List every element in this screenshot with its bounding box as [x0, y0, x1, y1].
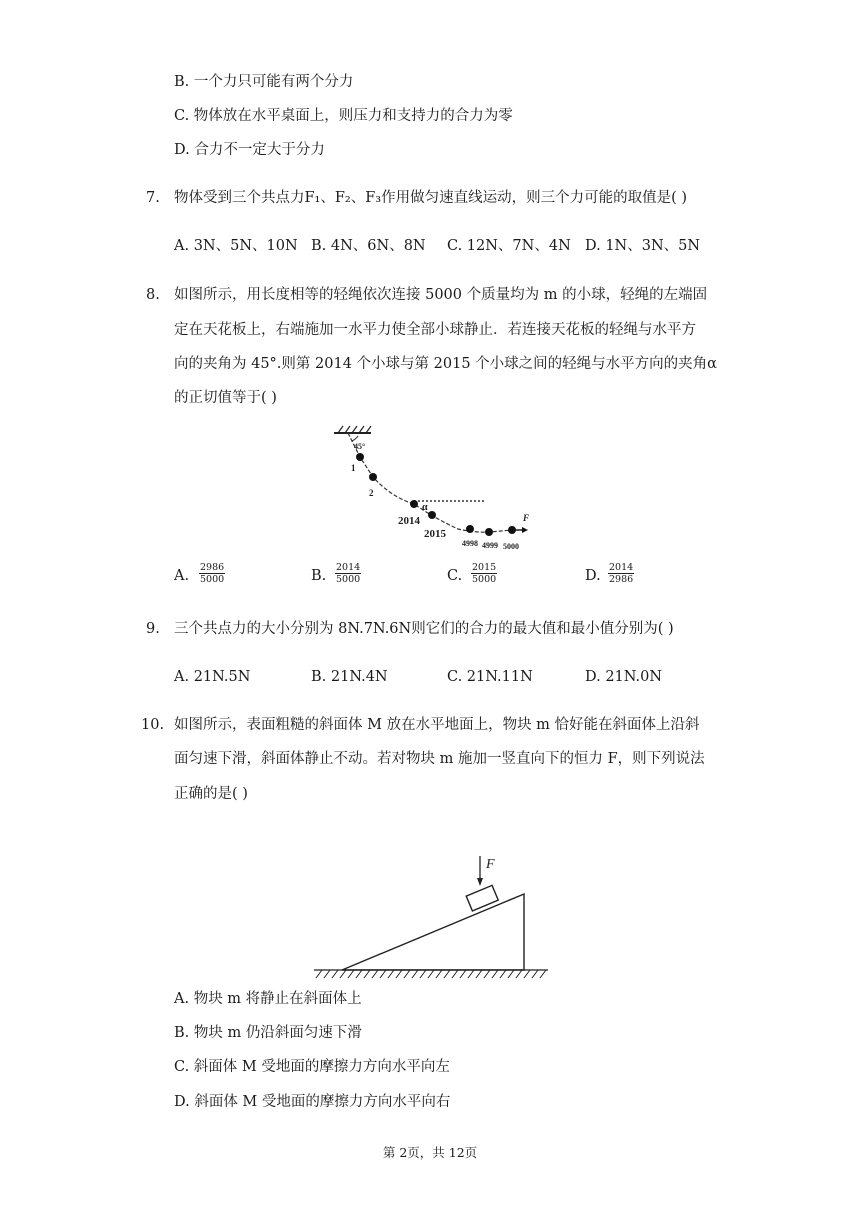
q7-option-b: B. 4N、6N、8N [311, 238, 426, 254]
q10-number: 10. [141, 717, 165, 733]
q10-option-a: A. 物块 m 将静止在斜面体上 [174, 991, 362, 1007]
ball-label-2014: 2014 [398, 515, 420, 527]
q7-option-a: A. 3N、5N、10N [174, 238, 298, 254]
force-arrow-head [477, 878, 483, 886]
angle-arc [352, 436, 358, 441]
ball-label-5000: 5000 [503, 542, 519, 551]
q10-stem-line-3: 正确的是( ) [174, 786, 248, 802]
force-arrow-head [522, 527, 528, 533]
force-label: F [486, 857, 495, 872]
q9-stem: 三个共点力的大小分别为 8N.7N.6N则它们的合力的最大值和最小值分别为( ) [174, 621, 674, 637]
ball-1 [356, 453, 364, 461]
q8-option-c-denominator: 5000 [472, 574, 497, 585]
q8-stem-line-2: 定在天花板上，右端施加一水平力使全部小球静止．若连接天花板的轻绳与水平方 [174, 322, 696, 338]
q8-option-c-letter: C. [447, 568, 463, 584]
ball-2015 [428, 511, 436, 519]
ball-4998 [466, 525, 474, 533]
q9-option-b: B. 21N.4N [311, 669, 388, 685]
q8-option-d-fraction [608, 562, 634, 585]
q8-option-d-letter: D. [585, 568, 601, 584]
q10-stem-line-2: 面匀速下滑，斜面体静止不动。若对物块 m 施加一竖直向下的恒力 F，则下列说法 [174, 751, 705, 767]
q8-option-b-fraction [335, 562, 361, 585]
alpha-label: α [422, 502, 428, 513]
q10-option-d: D. 斜面体 M 受地面的摩擦力方向水平向右 [174, 1094, 451, 1110]
q6-option-d: D. 合力不一定大于分力 [174, 142, 325, 158]
incline-body [342, 894, 524, 970]
ball-label-4999: 4999 [482, 541, 498, 550]
q10-figure [312, 852, 552, 982]
ball-2 [369, 473, 377, 481]
q10-option-b: B. 物块 m 仍沿斜面匀速下滑 [174, 1025, 362, 1041]
ceiling-hatch [338, 426, 371, 433]
q8-stem-line-1: 如图所示，用长度相等的轻绳依次连接 5000 个质量均为 m 的小球，轻绳的左端固 [174, 287, 708, 303]
q8-option-a-numerator: 2986 [200, 562, 225, 573]
q10-option-c: C. 斜面体 M 受地面的摩擦力方向水平向左 [174, 1059, 450, 1075]
q8-option-b-letter: B. [311, 568, 327, 584]
q8-option-d-denominator: 2986 [609, 574, 634, 585]
ball-label-4998: 4998 [462, 539, 478, 548]
q8-option-a-letter: A. [174, 568, 190, 584]
q8-option-a-denominator: 5000 [200, 574, 225, 585]
ball-label-2: 2 [369, 488, 374, 498]
q7-stem: 物体受到三个共点力F₁、F₂、F₃作用做匀速直线运动，则三个力可能的取值是( ) [174, 190, 688, 206]
angle-label: 45° [354, 442, 366, 451]
q8-option-c-fraction [471, 562, 497, 585]
q8-option-b-denominator: 5000 [336, 574, 361, 585]
q8-stem-line-4: 的正切值等于( ) [174, 390, 277, 406]
q9-option-d: D. 21N.0N [585, 669, 663, 685]
ground-hatch [316, 970, 546, 978]
q8-option-b-numerator: 2014 [336, 562, 361, 573]
ball-label-1: 1 [351, 463, 356, 473]
q8-option-d-numerator: 2014 [609, 562, 634, 573]
q8-option-a-fraction [199, 562, 225, 585]
q8-option-c-numerator: 2015 [472, 562, 497, 573]
q6-option-b: B. 一个力只可能有两个分力 [174, 74, 354, 90]
ball-2014 [410, 500, 418, 508]
q9-number: 9. [146, 621, 160, 637]
q10-stem-line-1: 如图所示，表面粗糙的斜面体 M 放在水平地面上，物块 m 恰好能在斜面体上沿斜 [174, 717, 700, 733]
q9-option-c: C. 21N.11N [447, 669, 533, 685]
page-footer: 第 2页，共 12页 [382, 1145, 478, 1160]
q6-option-c: C. 物体放在水平桌面上，则压力和支持力的合力为零 [174, 108, 513, 124]
ball-label-2015: 2015 [424, 528, 446, 540]
q7-number: 7. [146, 190, 160, 206]
q8-stem-line-3: 向的夹角为 45°.则第 2014 个小球与第 2015 个小球之间的轻绳与水平方向的夹角α [174, 356, 717, 372]
ball-4999 [485, 528, 493, 536]
force-label: F [523, 513, 530, 523]
q9-option-a: A. 21N.5N [174, 669, 251, 685]
q7-option-c: C. 12N、7N、4N [447, 238, 571, 254]
q7-option-d: D. 1N、3N、5N [585, 238, 701, 254]
q8-number: 8. [146, 287, 160, 303]
q8-figure [326, 425, 536, 555]
